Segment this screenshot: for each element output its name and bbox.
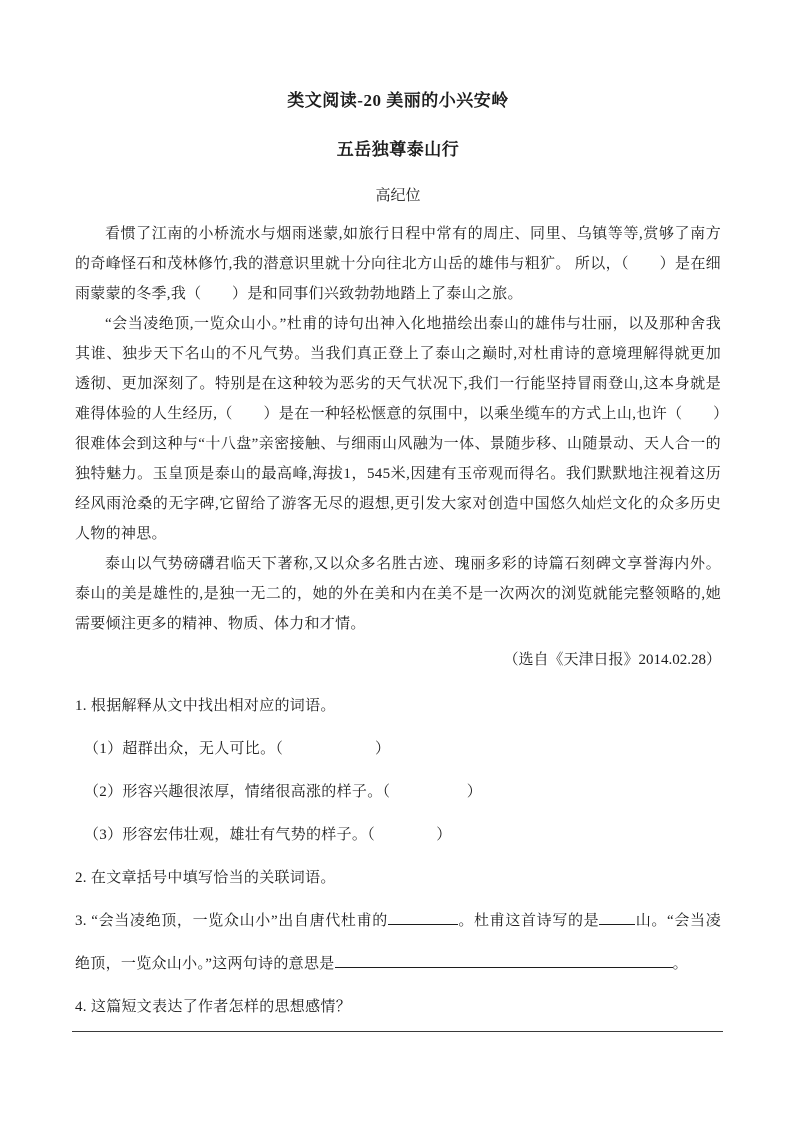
question-3-text-3: 山。“会当凌绝顶，一览众山小。”这两句诗的意思是 bbox=[75, 913, 722, 972]
footer-divider bbox=[72, 1031, 723, 1032]
question-4: 4. 这篇短文表达了作者怎样的思想感情？ bbox=[75, 999, 352, 1015]
answer-blank-mountain-name bbox=[599, 910, 635, 925]
question-1-item-3: （3）形容宏伟壮观，雄壮有气势的样子。（ ） bbox=[84, 827, 452, 843]
question-3-text-4: 。 bbox=[672, 956, 688, 972]
question-3 bbox=[75, 900, 721, 986]
question-1-stem: 1. 根据解释从文中找出相对应的词语。 bbox=[75, 698, 336, 714]
article-title: 五岳独尊泰山行 bbox=[336, 140, 460, 159]
page-title: 类文阅读-20 美丽的小兴安岭 bbox=[287, 91, 509, 110]
answer-blank-poem-title bbox=[388, 910, 458, 925]
article-author: 高纪位 bbox=[375, 188, 421, 204]
article-paragraph: 泰山以气势磅礴君临天下著称,又以众多名胜古迹、瑰丽多彩的诗篇石刻碑文享誉海内外。泰山的美是雄性的,是独一无二的，她的外在美和内在美不是一次两次的浏览就能完整领略的,她需要倾注更多的精神、物质、体力和才情。 bbox=[75, 556, 721, 632]
article-paragraph: “会当凌绝顶,一览众山小。”杜甫的诗句出神入化地描绘出泰山的雄伟与壮丽，以及那种舍我其谁、独步天下名山的不凡气势。当我们真正登上了泰山之巅时,对杜甫诗的意境理解得就更加透彻、更加深刻了。特别是在这种较为恶劣的天气状况下,我们一行能坚持冒雨登山,这本身就是难得体验的人生经历,（ ）是在一种轻松惬意的氛围中，以乘坐缆车的方式上山,也许（ ）很难体会到这种与“十八盘”亲密接触、与细雨山风融为一体、景随步移、山随景动、天人合一的独特魅力。玉皇顶是泰山的最高峰,海拔1，545米,因建有玉帝观而得名。我们默默地注视着这历经风雨沧桑的无字碑,它留给了游客无尽的遐想,更引发大家对创造中国悠久灿烂文化的众多历史人物的神思。 bbox=[75, 316, 721, 542]
question-1-item-1: （1）超群出众，无人可比。（ ） bbox=[84, 741, 391, 757]
source-citation: （选自《天津日报》2014.02.28） bbox=[503, 652, 721, 668]
article-paragraph: 看惯了江南的小桥流水与烟雨迷蒙,如旅行日程中常有的周庄、同里、乌镇等等,赏够了南方的奇峰怪石和茂林修竹,我的潜意识里就十分向往北方山岳的雄伟与粗犷。 所以，（ ）是在细雨蒙蒙的冬季,我（ ）是和同事们兴致勃勃地踏上了泰山之旅。 bbox=[75, 226, 721, 302]
question-2: 2. 在文章括号中填写恰当的关联词语。 bbox=[75, 870, 336, 886]
answer-blank-poem-meaning bbox=[335, 953, 673, 968]
questions-section bbox=[75, 685, 721, 1029]
question-3-text-1: 3. “会当凌绝顶，一览众山小”出自唐代杜甫的 bbox=[75, 913, 388, 929]
question-3-text-2: 。杜甫这首诗写的是 bbox=[457, 913, 600, 929]
question-1-item-2: （2）形容兴趣很浓厚，情绪很高涨的样子。（ ） bbox=[84, 784, 483, 800]
